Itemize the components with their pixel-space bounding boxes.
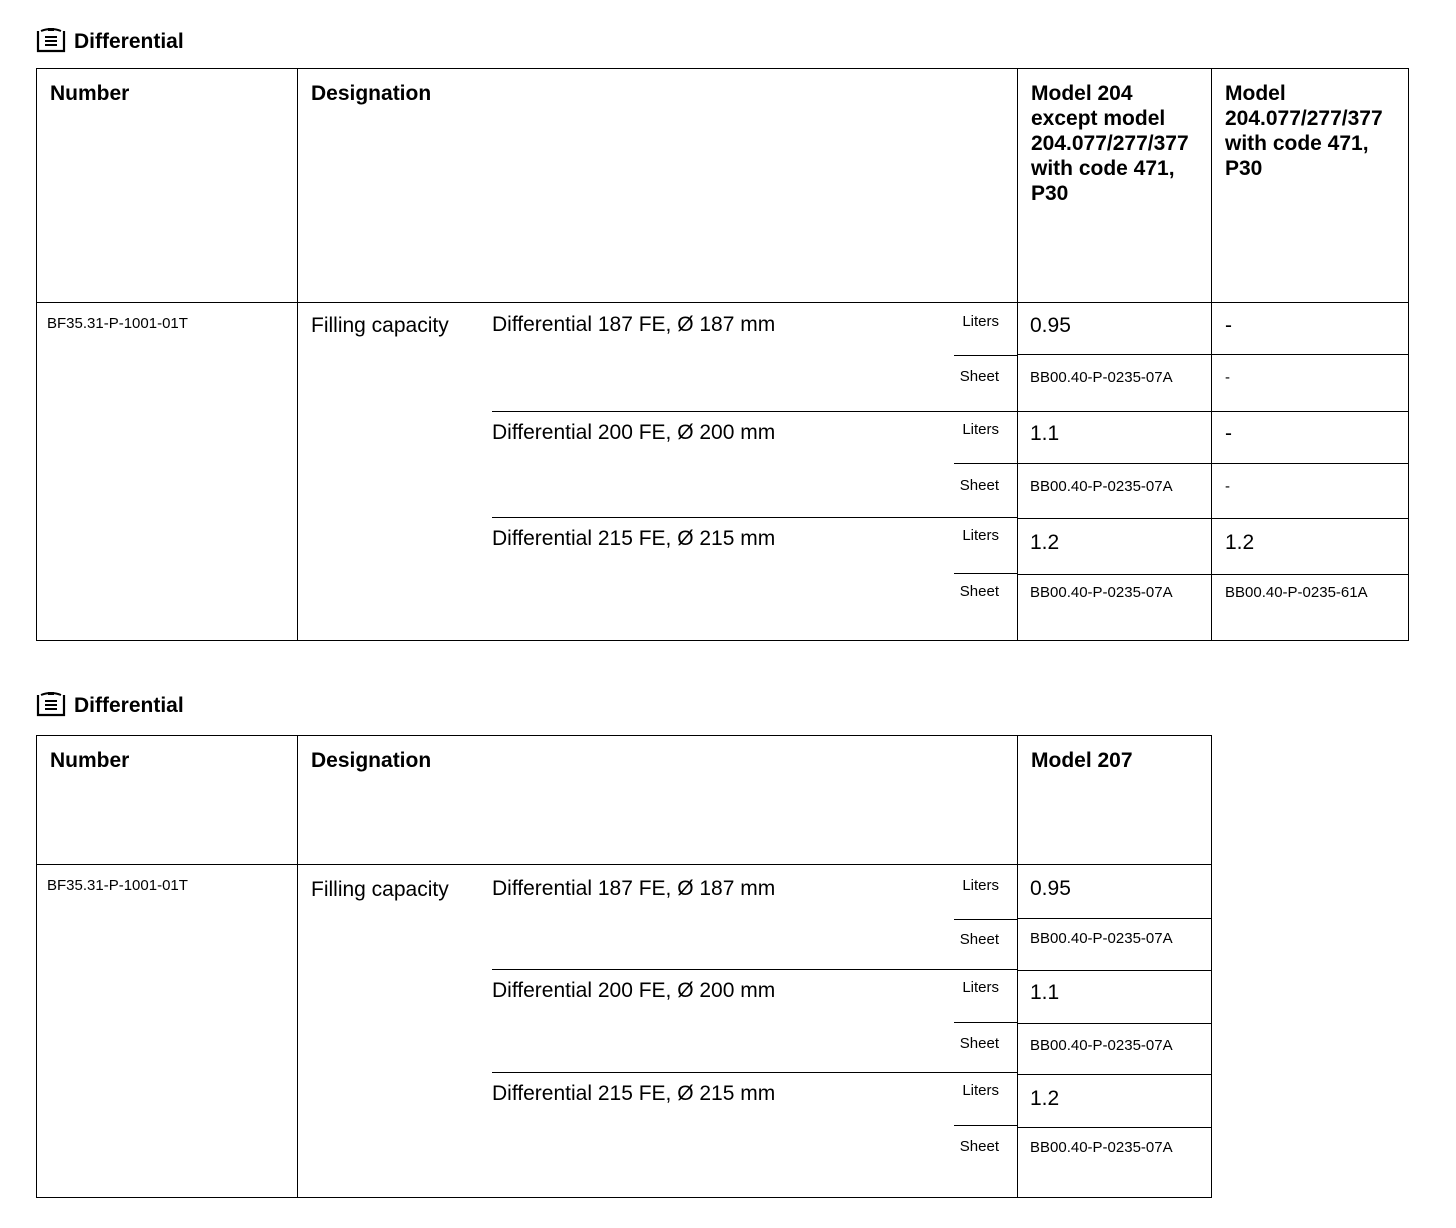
unit-sheet: Sheet [959, 368, 999, 385]
liters-value: 1.2 [1212, 519, 1408, 575]
differential-name: Differential 187 FE, Ø 187 mm [492, 313, 776, 336]
header-model-b: Model 204.077/277/377 with code 471, P30 [1212, 69, 1409, 303]
sheet-value: BB00.40-P-0235-07A [1030, 478, 1173, 495]
unit-liters: Liters [962, 1082, 999, 1099]
header-designation: Designation [298, 736, 1018, 865]
header-number: Number [37, 69, 298, 303]
model-b-cell [1212, 519, 1409, 641]
fluid-container-icon [36, 26, 66, 54]
liters-value: 0.95 [1018, 865, 1211, 919]
differential-row [492, 303, 1017, 411]
part-number: BF35.31-P-1001-01T [37, 865, 298, 1198]
table-header-row [37, 736, 1212, 865]
unit-sheet: Sheet [959, 477, 999, 494]
model-a-cell [1018, 1075, 1212, 1198]
section-title [36, 20, 184, 54]
liters-value: 1.1 [1018, 412, 1211, 464]
differential-name: Differential 215 FE, Ø 215 mm [492, 527, 776, 550]
header-designation: Designation [298, 69, 1018, 303]
model-a-cell [1018, 303, 1212, 412]
unit-liters: Liters [962, 877, 999, 894]
unit-sheet: Sheet [959, 583, 999, 600]
liters-value: 1.1 [1018, 971, 1211, 1024]
header-model-a: Model 207 [1018, 736, 1212, 865]
differential-name: Differential 187 FE, Ø 187 mm [492, 877, 776, 900]
fluids-table [36, 735, 1212, 1198]
filling-capacity-label: Filling capacity [311, 314, 449, 337]
unit-liters: Liters [962, 527, 999, 544]
liters-value: - [1212, 412, 1408, 464]
differential-name: Differential 200 FE, Ø 200 mm [492, 979, 776, 1002]
model-a-cell [1018, 865, 1212, 971]
sheet-value: BB00.40-P-0235-07A [1030, 369, 1173, 386]
unit-sheet: Sheet [959, 931, 999, 948]
designation-cell [298, 865, 1018, 1198]
differential-row [492, 865, 1017, 970]
divider [954, 1022, 1017, 1023]
model-a-cell [1018, 519, 1212, 641]
unit-sheet: Sheet [959, 1138, 999, 1155]
sheet-value: BB00.40-P-0235-07A [1030, 1139, 1173, 1156]
differential-name: Differential 215 FE, Ø 215 mm [492, 1082, 776, 1105]
part-number: BF35.31-P-1001-01T [37, 303, 298, 641]
unit-liters: Liters [962, 313, 999, 330]
header-model-a: Model 204 except model 204.077/277/377 with code 471, P30 [1018, 69, 1212, 303]
differential-row [492, 517, 1017, 638]
fluid-container-icon [36, 690, 66, 718]
liters-value: - [1212, 303, 1408, 355]
sheet-value: - [1225, 369, 1230, 386]
unit-liters: Liters [962, 979, 999, 996]
divider [954, 573, 1017, 574]
model-b-cell [1212, 303, 1409, 412]
liters-value: 1.2 [1018, 519, 1211, 575]
divider [954, 919, 1017, 920]
liters-value: 1.2 [1018, 1075, 1211, 1128]
model-a-cell [1018, 971, 1212, 1075]
divider [954, 1125, 1017, 1126]
header-number: Number [37, 736, 298, 865]
differential-row [492, 1072, 1017, 1194]
sheet-value: BB00.40-P-0235-07A [1030, 584, 1173, 601]
model-b-cell [1212, 412, 1409, 519]
divider [954, 463, 1017, 464]
sheet-value: BB00.40-P-0235-07A [1030, 930, 1173, 947]
differential-row [492, 969, 1017, 1073]
model-a-cell [1018, 412, 1212, 519]
fluids-table [36, 68, 1409, 641]
section-title-text: Differential [74, 694, 184, 717]
differential-row [492, 411, 1017, 517]
table-header-row [37, 69, 1409, 303]
section-title-text: Differential [74, 30, 184, 53]
sheet-value: BB00.40-P-0235-61A [1225, 584, 1368, 601]
filling-capacity-label: Filling capacity [311, 878, 449, 901]
table-row [37, 303, 1409, 412]
sheet-value: - [1225, 478, 1230, 495]
divider [954, 355, 1017, 356]
sheet-value: BB00.40-P-0235-07A [1030, 1037, 1173, 1054]
section-title [36, 684, 184, 718]
unit-liters: Liters [962, 421, 999, 438]
differential-name: Differential 200 FE, Ø 200 mm [492, 421, 776, 444]
liters-value: 0.95 [1018, 303, 1211, 355]
unit-sheet: Sheet [959, 1035, 999, 1052]
designation-cell [298, 303, 1018, 641]
table-row [37, 865, 1212, 971]
